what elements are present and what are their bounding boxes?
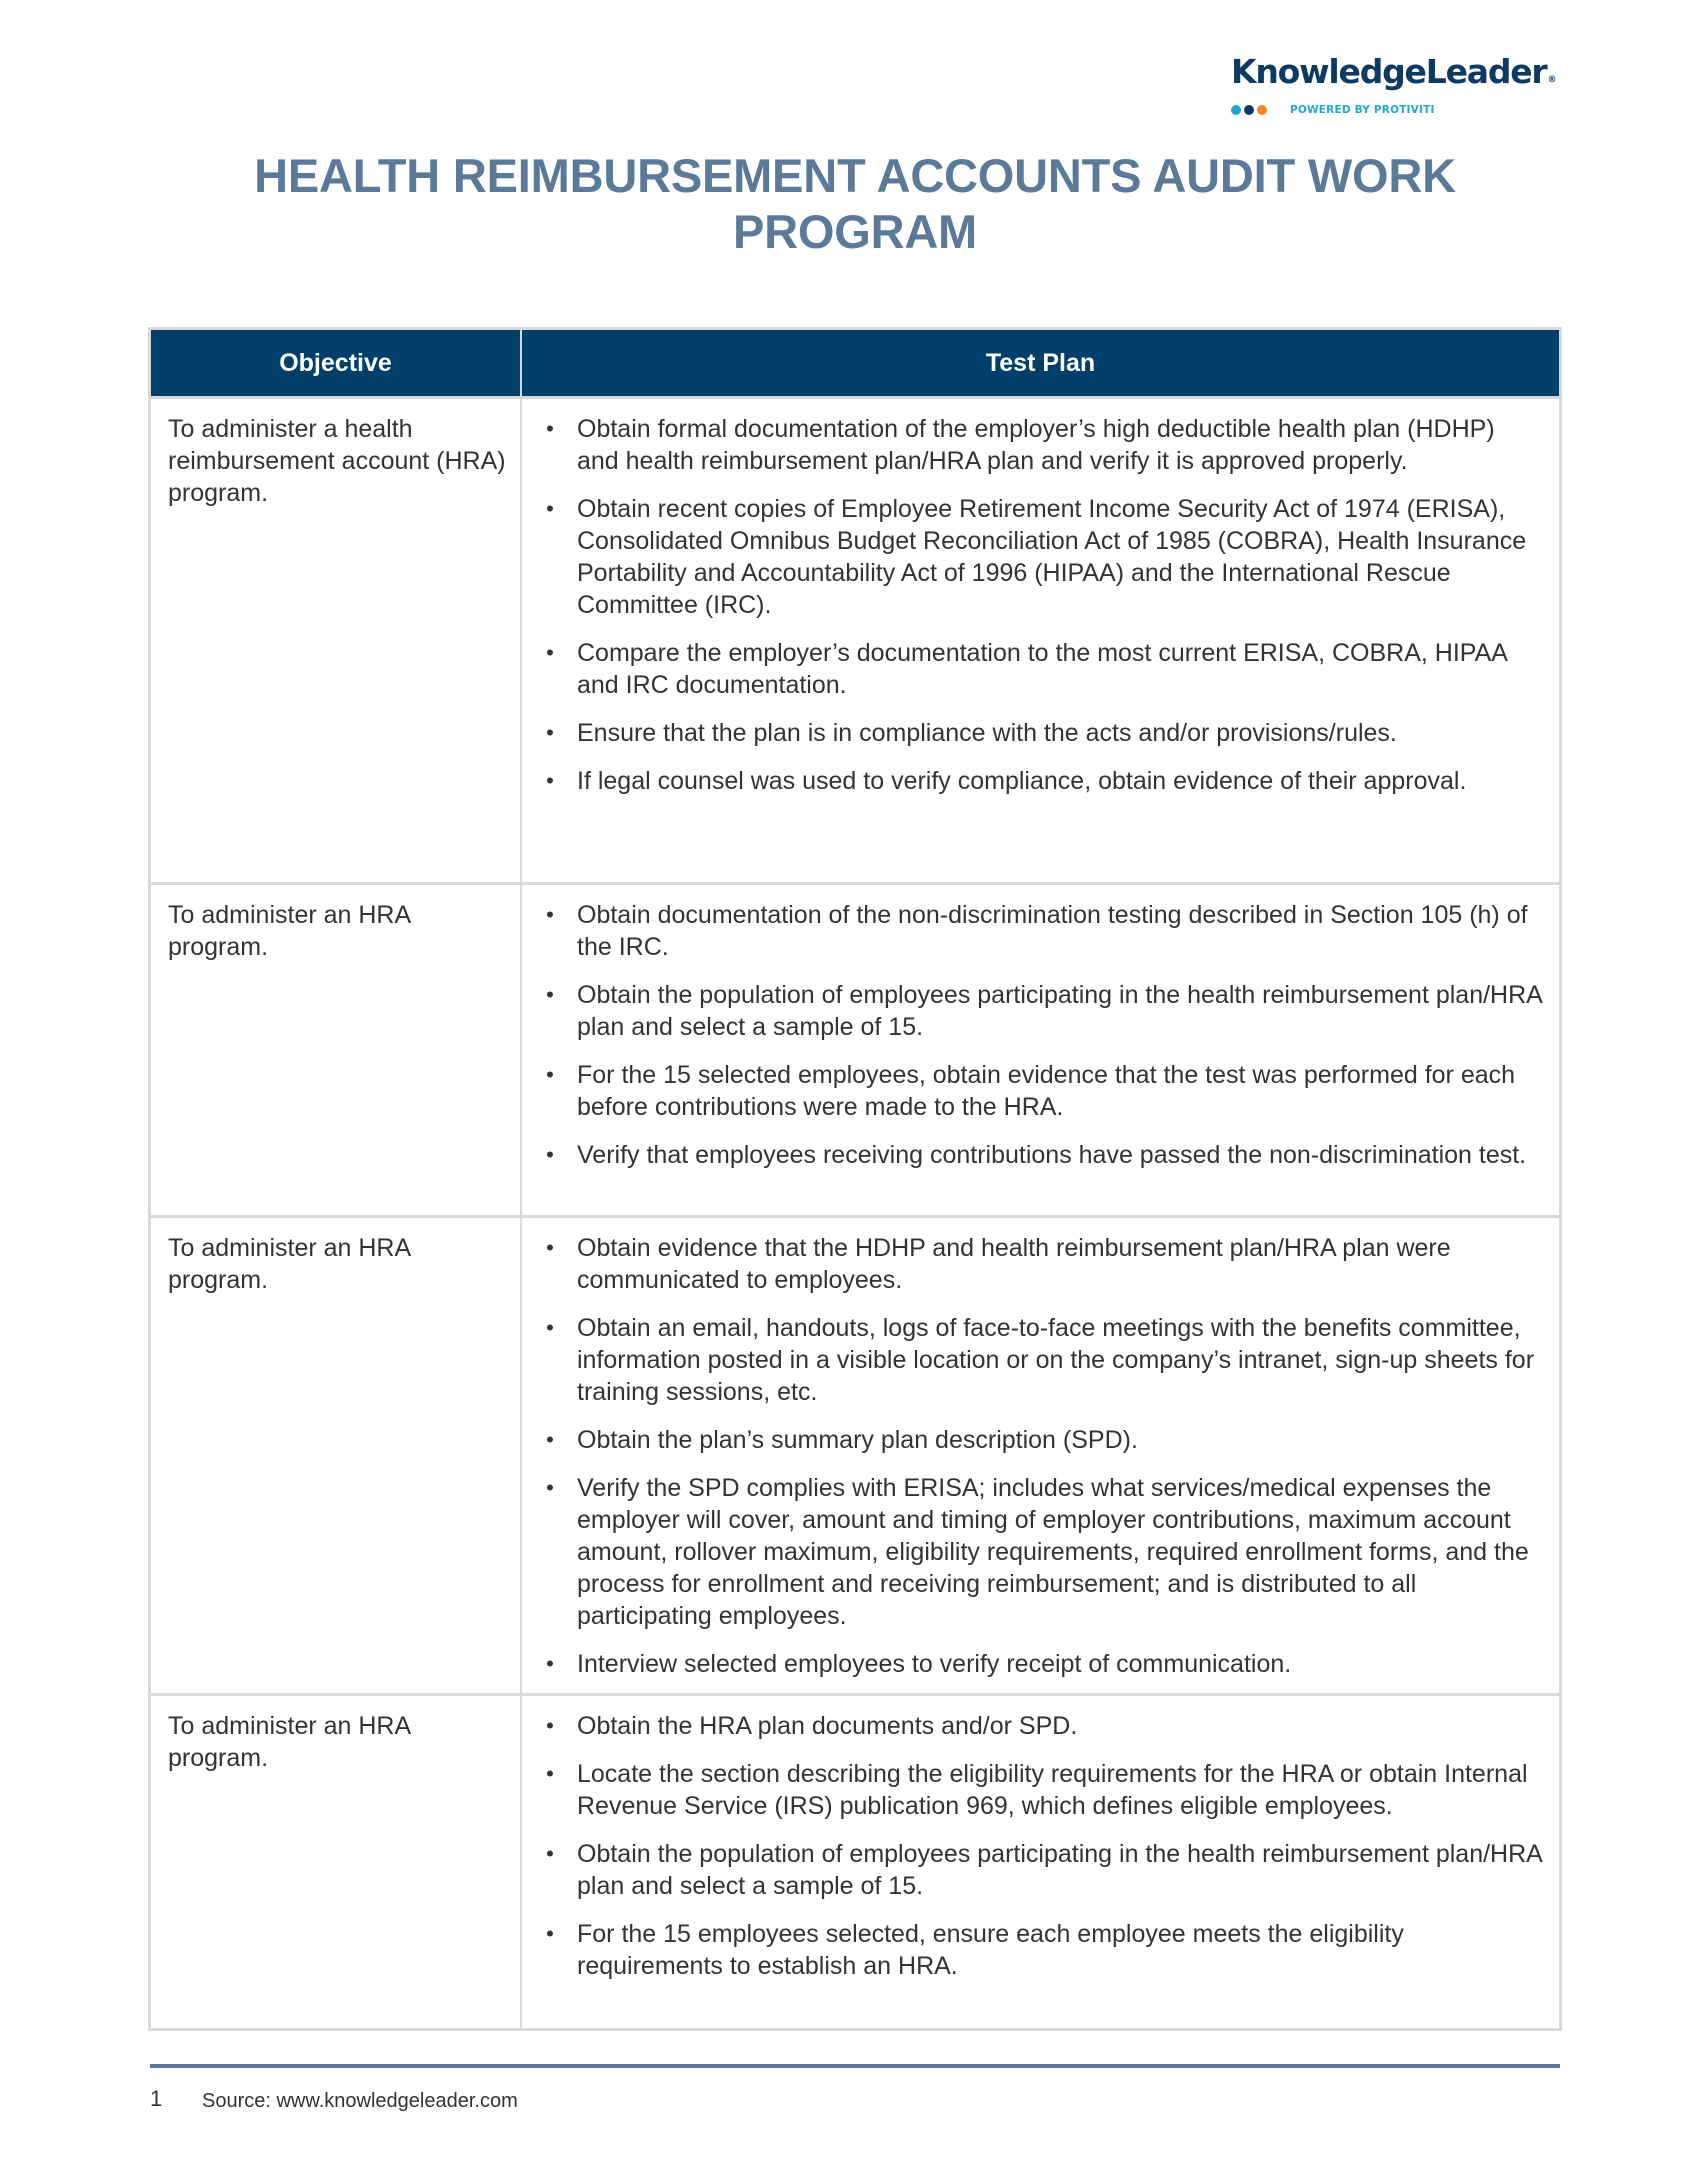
test-plan-cell (522, 1696, 1559, 2028)
test-plan-list (540, 1232, 1543, 1680)
test-plan-item (540, 1424, 1543, 1456)
test-plan-item-text: Obtain formal documentation of the employer’s high deductible health plan (HDHP) and health reimbursement plan/HRA plan and verify it is approved properly. (577, 415, 1495, 475)
bullet-icon: • (546, 982, 554, 1007)
test-plan-item-text: If legal counsel was used to verify compliance, obtain evidence of their approval. (577, 767, 1467, 795)
test-plan-item-text: Ensure that the plan is in compliance with the acts and/or provisions/rules. (577, 719, 1397, 747)
test-plan-item (540, 493, 1543, 621)
bullet-icon: • (546, 902, 554, 927)
test-plan-item-text: Obtain the HRA plan documents and/or SPD. (577, 1712, 1078, 1740)
logo-tagline: POWERED BY PROTIVITI (1290, 104, 1435, 116)
test-plan-item-text: Verify the SPD complies with ERISA; includes what services/medical expenses the employer will cover, amount and timing of employer contributions, maximum account amount, rollover maximum, eligibility requirements, required enrollment forms, and the process for enrollment and receiving reimbursement; and is distributed to all participating employees. (577, 1474, 1529, 1630)
test-plan-item (540, 1758, 1543, 1822)
test-plan-item (540, 765, 1543, 797)
test-plan-item (540, 899, 1543, 963)
bullet-icon: • (546, 1235, 554, 1260)
bullet-icon: • (546, 1761, 554, 1786)
test-plan-item (540, 1710, 1543, 1742)
objective-cell: To administer an HRA program. (151, 885, 522, 1215)
objective-cell: To administer an HRA program. (151, 1218, 522, 1693)
test-plan-item-text: For the 15 employees selected, ensure each employee meets the eligibility requirements to establish an HRA. (577, 1920, 1404, 1980)
test-plan-item-text: Interview selected employees to verify receipt of communication. (577, 1650, 1292, 1678)
bullet-icon: • (546, 1841, 554, 1866)
bullet-icon: • (546, 640, 554, 665)
table-row (151, 396, 1559, 882)
page-number: 1 (150, 2086, 163, 2111)
test-plan-item (540, 1838, 1543, 1902)
bullet-icon: • (546, 1142, 554, 1167)
registered-mark: ® (1547, 75, 1557, 85)
table-row (151, 882, 1559, 1215)
bullet-icon: • (546, 1062, 554, 1087)
logo-dot-navy-icon (1244, 105, 1254, 115)
test-plan-item-text: Obtain recent copies of Employee Retirement Income Security Act of 1974 (ERISA), Consolidated Omnibus Budget Reconciliation Act of 1985 (COBRA), Health Insurance Portability and Accountability Act of 1996 (HIPAA) and the International Rescue Committee (IRC). (577, 495, 1527, 619)
test-plan-cell (522, 885, 1559, 1215)
audit-work-program-table (148, 327, 1562, 2031)
logo-wordmark (1231, 52, 1561, 92)
header-objective: Objective (151, 330, 522, 396)
bullet-icon: • (546, 416, 554, 441)
objective-cell: To administer an HRA program. (151, 1696, 522, 2028)
test-plan-item (540, 1139, 1543, 1171)
bullet-icon: • (546, 768, 554, 793)
test-plan-item (540, 1059, 1543, 1123)
test-plan-item-text: Compare the employer’s documentation to the most current ERISA, COBRA, HIPAA and IRC documentation. (577, 639, 1507, 699)
table-row (151, 1215, 1559, 1693)
bullet-icon: • (546, 1475, 554, 1500)
test-plan-list (540, 413, 1543, 797)
test-plan-item (540, 1232, 1543, 1296)
header-test-plan: Test Plan (985, 349, 1096, 377)
test-plan-item (540, 979, 1543, 1043)
test-plan-item-text: Obtain documentation of the non-discrimination testing described in Section 105 (h) of the IRC. (577, 901, 1528, 961)
test-plan-item-text: For the 15 selected employees, obtain evidence that the test was performed for each before contributions were made to the HRA. (577, 1061, 1516, 1121)
test-plan-item (540, 1472, 1543, 1632)
document-title: HEALTH REIMBURSEMENT ACCOUNTS AUDIT WORK PROGRAM (254, 149, 1456, 258)
test-plan-item-text: Obtain the population of employees participating in the health reimbursement plan/HRA plan and select a sample of 15. (577, 981, 1542, 1041)
test-plan-cell (522, 399, 1559, 882)
test-plan-item-text: Obtain an email, handouts, logs of face-to-face meetings with the benefits committee, information posted in a visible location or on the company’s intranet, sign-up sheets for training sessions, etc. (577, 1314, 1535, 1406)
test-plan-item-text: Locate the section describing the eligibility requirements for the HRA or obtain Internal Revenue Service (IRS) publication 969, which defines eligible employees. (577, 1760, 1528, 1820)
test-plan-item-text: Obtain evidence that the HDHP and health reimbursement plan/HRA plan were communicated to employees. (577, 1234, 1451, 1294)
test-plan-item-text: Verify that employees receiving contributions have passed the non-discrimination test. (577, 1141, 1527, 1169)
objective-cell: To administer a health reimbursement account (HRA) program. (151, 399, 522, 882)
test-plan-list (540, 899, 1543, 1171)
table-body (151, 396, 1559, 2028)
source-citation: Source: www.knowledgeleader.com (202, 2090, 518, 2112)
table-header-row (151, 330, 1559, 396)
bullet-icon: • (546, 720, 554, 745)
bullet-icon: • (546, 1315, 554, 1340)
test-plan-item (540, 1918, 1543, 1982)
bullet-icon: • (546, 1427, 554, 1452)
test-plan-item (540, 413, 1543, 477)
test-plan-cell (522, 1218, 1559, 1693)
logo-dot-orange-icon (1257, 105, 1267, 115)
bullet-icon: • (546, 1921, 554, 1946)
logo-dot-cyan-icon (1231, 105, 1241, 115)
footer-divider (150, 2064, 1560, 2068)
logo-tagline-row (1231, 104, 1561, 116)
test-plan-item (540, 717, 1543, 749)
bullet-icon: • (546, 496, 554, 521)
test-plan-list (540, 1710, 1543, 1982)
bullet-icon: • (546, 1713, 554, 1738)
knowledgeleader-logo (1231, 52, 1561, 116)
test-plan-item-text: Obtain the population of employees participating in the health reimbursement plan/HRA plan and select a sample of 15. (577, 1840, 1542, 1900)
bullet-icon: • (546, 1651, 554, 1676)
test-plan-item (540, 1312, 1543, 1408)
test-plan-item (540, 1648, 1543, 1680)
test-plan-item (540, 637, 1543, 701)
table-row (151, 1693, 1559, 2028)
test-plan-item-text: Obtain the plan’s summary plan description (SPD). (577, 1426, 1138, 1454)
logo-brand-text: KnowledgeLeader (1231, 52, 1547, 91)
